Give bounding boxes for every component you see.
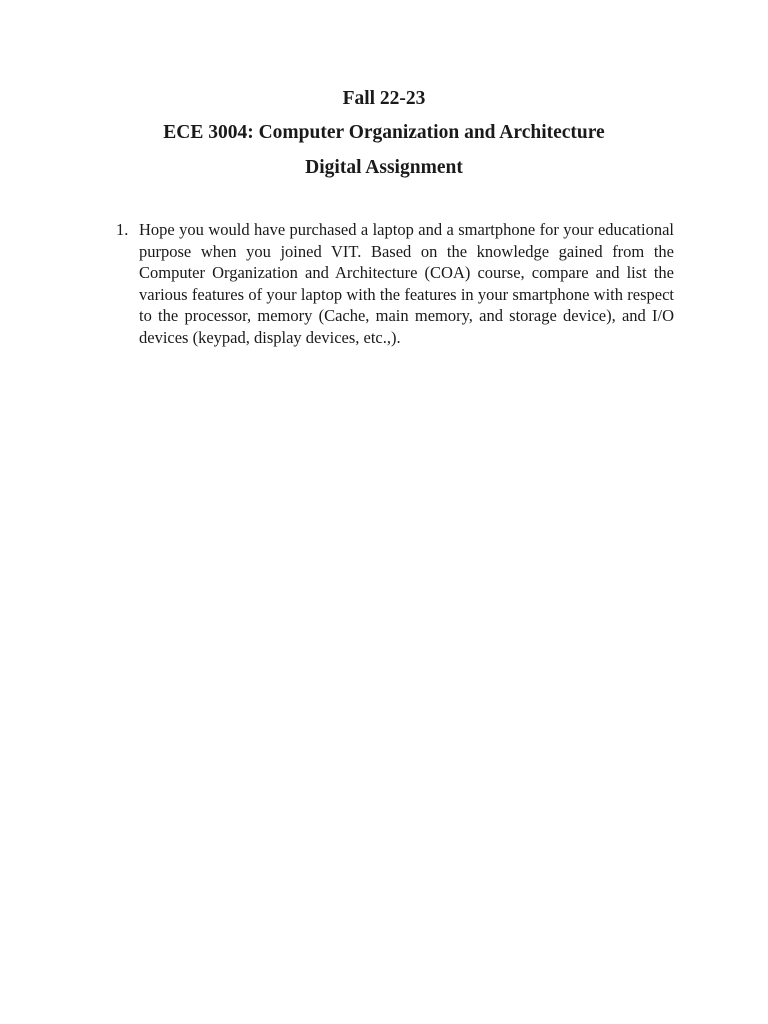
question-text: Hope you would have purchased a laptop and a smartphone for your educational purpose when you joined VIT. Based on the knowledge gained from the Computer Organization and Architecture (COA) course, compare and list the various features of your laptop with the features in your smartphone with respect to the processor, memory (Cache, main memory, and storage device), and I/O devices (keypad, display devices, etc.,). (139, 220, 674, 347)
question-list (116, 219, 674, 348)
term-heading: Fall 22-23 (342, 88, 426, 109)
question-item (116, 219, 674, 348)
question-number: 1. (116, 220, 129, 239)
assignment-title: Digital Assignment (305, 157, 463, 178)
course-title: ECE 3004: Computer Organization and Architecture (163, 122, 605, 143)
